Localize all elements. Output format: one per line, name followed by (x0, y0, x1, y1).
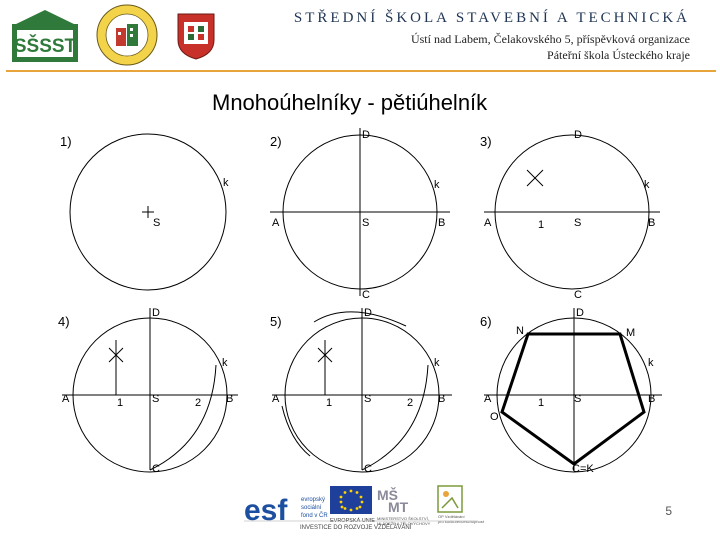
svg-text:C: C (152, 463, 160, 475)
svg-text:A: A (272, 217, 280, 229)
svg-text:k: k (434, 357, 440, 369)
invest-text: INVESTICE DO ROZVOJE VZDĚLÁVÁNÍ (300, 525, 412, 531)
svg-text:M: M (626, 327, 636, 339)
svg-text:S: S (153, 217, 161, 229)
svg-text:D: D (576, 307, 584, 319)
svg-text:A: A (272, 393, 280, 405)
figure-5 (272, 308, 452, 472)
figure-1 (70, 134, 226, 290)
footer-logos (0, 478, 720, 540)
construction-figures (0, 120, 720, 480)
svg-text:k: k (222, 357, 228, 369)
svg-text:N: N (516, 325, 524, 337)
step-label: 1) (60, 134, 72, 149)
svg-text:C: C (362, 289, 370, 301)
svg-text:2: 2 (407, 397, 414, 409)
eu-flag (330, 486, 375, 524)
svg-text:B: B (226, 393, 234, 405)
svg-text:MŠ: MŠ (377, 487, 398, 503)
svg-text:fond v ČR: fond v ČR (301, 513, 328, 519)
svg-text:esf: esf (244, 494, 288, 527)
svg-text:2: 2 (195, 397, 202, 409)
svg-text:EVROPSKÁ UNIE: EVROPSKÁ UNIE (330, 518, 375, 524)
svg-text:C=K: C=K (572, 463, 594, 475)
svg-text:B: B (438, 393, 446, 405)
svg-text:S: S (362, 217, 370, 229)
arc-construction (150, 365, 216, 470)
pentagon (502, 334, 644, 464)
logo-text: SŠSST (13, 36, 77, 57)
svg-text:1: 1 (538, 219, 545, 231)
header (0, 0, 720, 72)
svg-text:pro konkurenceschopnost: pro konkurenceschopnost (438, 519, 484, 524)
svg-text:C: C (364, 463, 372, 475)
figure-2 (270, 128, 450, 296)
header-divider (6, 70, 716, 72)
svg-text:k: k (434, 179, 440, 191)
svg-text:S: S (574, 217, 582, 229)
school-round-logo (96, 4, 158, 66)
svg-text:1: 1 (117, 397, 124, 409)
step-label: 4) (58, 314, 70, 329)
step-label: 5) (270, 314, 282, 329)
svg-text:D: D (364, 307, 372, 319)
school-logo (12, 10, 78, 62)
svg-text:A: A (62, 393, 70, 405)
school-address: Ústí nad Labem, Čelakovského 5, příspěvková organizace (410, 32, 690, 46)
op-logo (438, 486, 485, 524)
step-label: 2) (270, 134, 282, 149)
svg-text:B: B (438, 217, 446, 229)
svg-text:B: B (648, 217, 656, 229)
logo-roof (12, 10, 78, 26)
step-label: 3) (480, 134, 492, 149)
school-subtitle: Páteřní škola Ústeckého kraje (547, 48, 690, 62)
svg-text:1: 1 (538, 397, 545, 409)
city-crest (176, 12, 216, 60)
svg-text:C: C (574, 289, 582, 301)
svg-text:S: S (152, 393, 160, 405)
slide-title: Mnohoúhelníky - pětiúhelník (212, 90, 488, 115)
svg-text:evropský: evropský (301, 497, 326, 503)
svg-text:1: 1 (326, 397, 333, 409)
svg-text:MINISTERSTVO ŠKOLSTVÍ,: MINISTERSTVO ŠKOLSTVÍ, (377, 516, 429, 521)
eu-logos-strip (0, 478, 720, 540)
svg-text:A: A (484, 393, 492, 405)
school-name: STŘEDNÍ ŠKOLA STAVEBNÍ A TECHNICKÁ (293, 10, 690, 26)
svg-text:OP Vzdělávání: OP Vzdělávání (438, 514, 465, 519)
svg-text:D: D (152, 307, 160, 319)
svg-text:D: D (574, 129, 582, 141)
msmt-logo (377, 486, 431, 526)
svg-text:k: k (644, 179, 650, 191)
page-number: 5 (665, 504, 672, 518)
step-label: 6) (480, 314, 492, 329)
svg-text:O: O (490, 411, 499, 423)
figure-3 (484, 135, 660, 289)
svg-text:MT: MT (388, 499, 409, 515)
svg-text:k: k (223, 177, 229, 189)
svg-text:k: k (648, 357, 654, 369)
svg-text:B: B (648, 393, 656, 405)
svg-text:MLÁDEŽE A TĚLOVÝCHOVY: MLÁDEŽE A TĚLOVÝCHOVY (377, 521, 431, 526)
esf-logo (244, 494, 328, 527)
figure-6 (484, 308, 662, 472)
svg-text:A: A (484, 217, 492, 229)
svg-text:sociální: sociální (301, 505, 322, 511)
figure-4 (62, 308, 238, 472)
svg-text:S: S (574, 393, 582, 405)
svg-text:D: D (362, 129, 370, 141)
svg-text:S: S (364, 393, 372, 405)
